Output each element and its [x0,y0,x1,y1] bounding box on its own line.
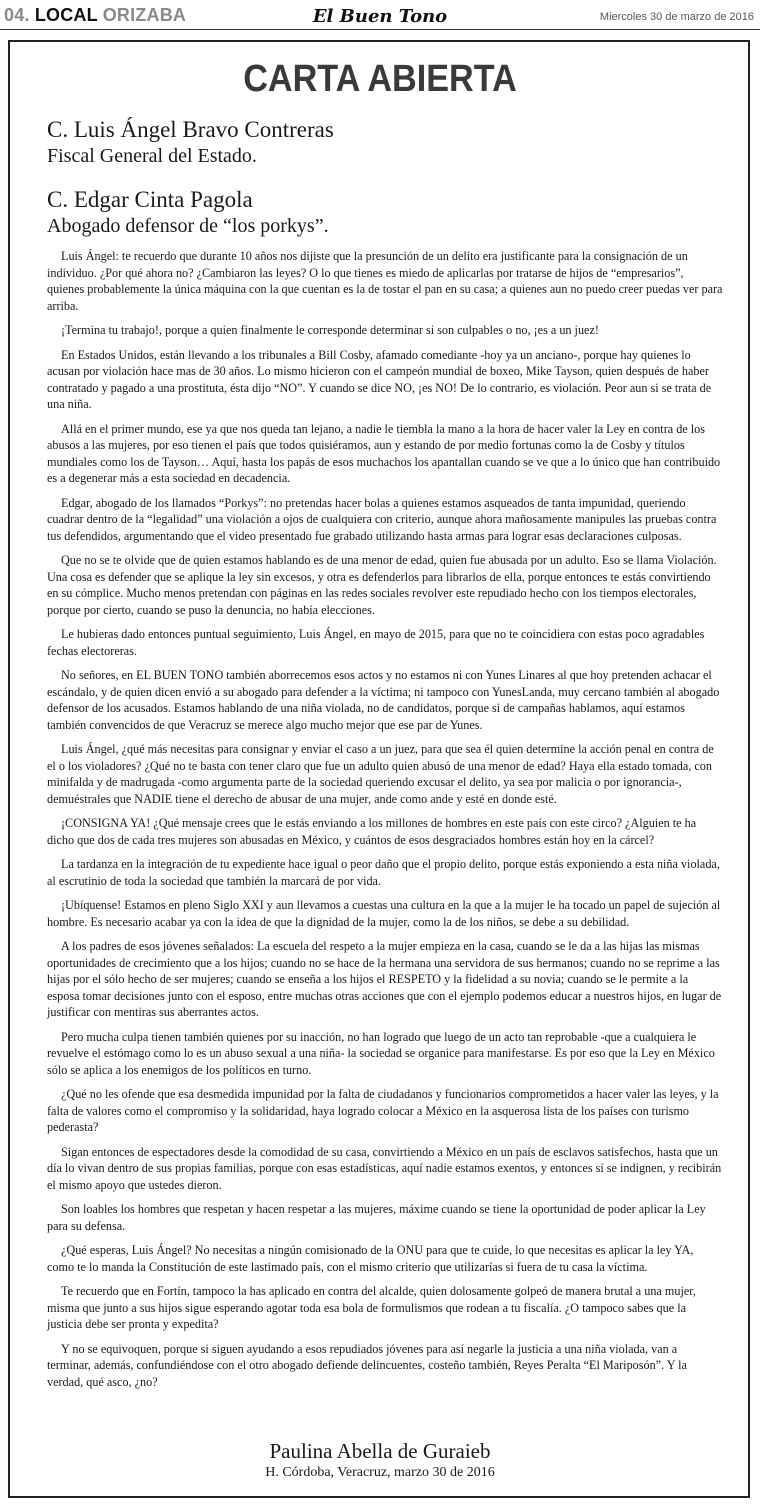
signature-place-date: H. Córdoba, Veracruz, marzo 30 de 2016 [265,1465,495,1480]
section-city: ORIZABA [102,5,187,25]
paragraph: ¿Qué esperas, Luis Ángel? No necesitas a ningún comisionado de la ONU para que te cuide, lo que necesitas es aplicar la ley YA, como te lo manda la Constitución de este lastimado país, con el mismo criterio que utilizarías si fuera de tu casa la víctima. [47,1243,694,1274]
paragraph: ¡Ubíquense! Estamos en pleno Siglo XXI y aun llevamos a cuestas una cultura en la que a la mujer le ha tocado un papel de sujeción al hombre. Es necesario acabar ya con la idea de que la dignidad de la mujer, como la de los niños, se debe a su debilidad. [47,898,721,929]
letter-body [47,248,723,1398]
page-header [0,0,760,30]
paragraph: A los padres de esos jóvenes señalados: La escuela del respeto a la mujer empieza en la casa, cuando se le da a las hijas las mismas oportunidades de crecimiento que a los hijos; cuando no se hace de la hermana una servidora de sus hermanos; cuando no se reprime a las hijas por el sólo hecho de ser mujeres; cuando se enseña a los hijos el RESPETO y la fidelidad a su novia; cuando se le permite a la esposa tomar decisiones junto con el esposo, entre muchas otras acciones que con el ejemplo podemos educar a nuestros hijos, en lugar de justificar con mentiras sus aberrantes actos. [47,939,722,1019]
paragraph: Y no se equivoquen, porque si siguen ayudando a esos repudiados jóvenes para así negarle la justicia a una niña violada, van a terminar, además, confundiéndose con el otro abogado defiende delincuentes, costeño también, Reyes Peralta “El Mariposón”. Y la verdad, qué asco, ¿no? [47,1341,687,1389]
paragraph: Pero mucha culpa tienen también quienes por su inacción, no han logrado que luego de un acto tan reprobable -que a cualquiera le revuelve el estómago como lo es un abuso sexual a una niña- la sociedad se organice para manifestarse. Es por eso que la Ley en México sólo se aplica a los enemigos de los políticos en turno. [47,1029,715,1077]
paragraph: Le hubieras dado entonces puntual seguimiento, Luis Ángel, en mayo de 2015, para que no te coincidiera con estas poco agradables fechas electoreras. [47,627,705,658]
paragraph: La tardanza en la integración de tu expediente hace igual o peor daño que el propio delito, porque estás exponiendo a esta niña violada, al escrutinio de toda la sociedad que también la marcará de por vida. [47,857,720,888]
paragraph: ¡CONSIGNA YA! ¿Qué mensaje crees que le estás enviando a los millones de hombres en este país con este circo? ¿Alguien te ha dicho que dos de cada tres mujeres son abusadas en México, y cuántos de esos desgraciados hombres están hoy en la cárcel? [47,816,697,847]
paragraph: ¡Termina tu trabajo!, porque a quien finalmente le corresponde determinar si son culpables o no, ¡es a un juez! [61,323,599,337]
paragraph: Luis Ángel, ¿qué más necesitas para consignar y enviar el caso a un juez, para que sea él quien determine la acción penal en contra de el o los violadores? ¿Qué no te basta con tener claro que fue un adulto quien abusó de una menor de edad? Haya ella estado tomada, con minifalda y de madrugada -como argumenta parte de la sociedad queriendo excusar el delito, ya sea por malicia o por ignorancia-, demuéstrales que NADIE tiene el derecho de abusar de una mujer, ande como ande y esté en donde esté. [47,742,714,806]
article-title: CARTA ABIERTA [243,58,517,100]
addressee-role: Abogado defensor de “los porkys”. [47,215,329,237]
paragraph: En Estados Unidos, están llevando a los tribunales a Bill Cosby, afamado comediante -hoy ya un anciano-, porque hay quienes lo acusan por violación hace mas de 30 años. Lo mismo hicieron con el campeón mundial de boxeo, Mike Tayson, quien después de haber contratado y pagado a una prostituta, ésta dijo “NO”. Y cuando se dice NO, ¡es NO! De lo contrario, es violación. Peor aun si se trata de una niña. [47,347,712,411]
section-number: 04. [4,5,30,25]
paragraph: No señores, en EL BUEN TONO también aborrecemos esos actos y no estamos ni con Yunes Linares al que hoy pretenden achacar el escándalo, y de quien dicen envió a su abogado para defender a la víctima; ni tampoco con YunesLanda, muy cercano también al abogado defensor de los acusados. Estamos hablando de una niña violada, no de candidatos, porque si de campañas hablamos, aquí estamos también convencidos de que Veracruz se merece algo mucho mejor que ese par de Yunes. [47,668,720,732]
paragraph: Que no se te olvide que de quien estamos hablando es de una menor de edad, quien fue abusada por un adulto. Eso se llama Violación. Una cosa es defender que se aplique la ley sin excesos, y otra es defenderlos para librarlos de ella, porque entonces te estás convirtiendo en su cómplice. Mucho menos pretendan con páginas en las redes sociales revolver este repudiado hecho con los tiempos electorales, porque por cierto, cuando se puso la denuncia, no había elecciones. [47,553,717,617]
signature-name: Paulina Abella de Guraieb [269,1439,491,1463]
addressee-name: C. Luis Ángel Bravo Contreras [47,117,334,142]
addressee-2 [47,186,727,238]
newspaper-name: El Buen Tono [312,6,448,27]
addressee-1 [47,116,727,168]
paragraph: Son loables los hombres que respetan y hacen respetar a las mujeres, máxime cuando se tiene la oportunidad de poder aplicar la Ley para su defensa. [47,1202,706,1233]
paragraph: ¿Qué no les ofende que esa desmedida impunidad por la falta de ciudadanos y funcionarios comprometidos a hacer valer las leyes, y la falta de valores como el compromiso y la solidaridad, haya logrado colocar a México en la asquerosa lista de los países con turismo pederasta? [47,1087,719,1134]
paragraph: Luis Ángel: te recuerdo que durante 10 años nos dijiste que la presunción de un delito era justificante para la consignación de un individuo. ¿Por qué ahora no? ¿Cambiaron las leyes? O lo que tienes es miedo de aplicarlas por tratarse de hijos de “empresarios”, quienes probablemente la única máquina con la que cuentan es la de tostar el pan en su casa; a quienes aun no puedo creer puedas ver para arriba. [47,249,723,313]
header-rule [0,29,760,30]
issue-date: Miercoles 30 de marzo de 2016 [599,11,754,23]
paragraph: Edgar, abogado de los llamados “Porkys”: no pretendas hacer bolas a quienes estamos asqueados de tanta impunidad, queriendo cuadrar dentro de la “legalidad” una violación a ojos de cualquiera con criterio, aunque ahora mañosamente manipules las pruebas contra tus defendidos, argumentando que el video presentado fue grabado utilizando hasta armas para lograr esas declaraciones culposas. [47,495,717,543]
paragraph: Te recuerdo que en Fortín, tampoco la has aplicado en contra del alcalde, quien dolosamente golpeó de manera brutal a una mujer, misma que junto a sus hijos sigue esperando agotar toda esa bola de formulismos que rodean a tu fiscalía. ¿O tampoco sabes que la justicia debe ser pronta y expedita? [47,1284,696,1331]
addressee-role: Fiscal General del Estado. [47,145,257,167]
paragraph: Sigan entonces de espectadores desde la comodidad de su casa, convirtiendo a México en un país de esclavos satisfechos, hasta que un día lo vivan dentro de sus propias familias, porque con esas estadísticas, aquí nadie estamos exentos, y entonces sí se indignen, y recibirán el mismo apoyo que ustedes dieron. [47,1144,722,1192]
paragraph: Allá en el primer mundo, ese ya que nos queda tan lejano, a nadie le tiembla la mano a la hora de hacer valer la Ley en contra de los abusos a las mujeres, por eso tienen el país que todos quisiéramos, aun y estando de por medio fortunas como la de Cosby y títulos mundiales como los de Tayson… Aquí, hasta los papás de esos muchachos los apantallan cuando se ve que a lo único que han contribuido es a degenerar más a esta sociedad en decadencia. [47,421,721,485]
section-local: LOCAL [34,5,98,25]
addressee-name: C. Edgar Cinta Pagola [47,187,253,212]
